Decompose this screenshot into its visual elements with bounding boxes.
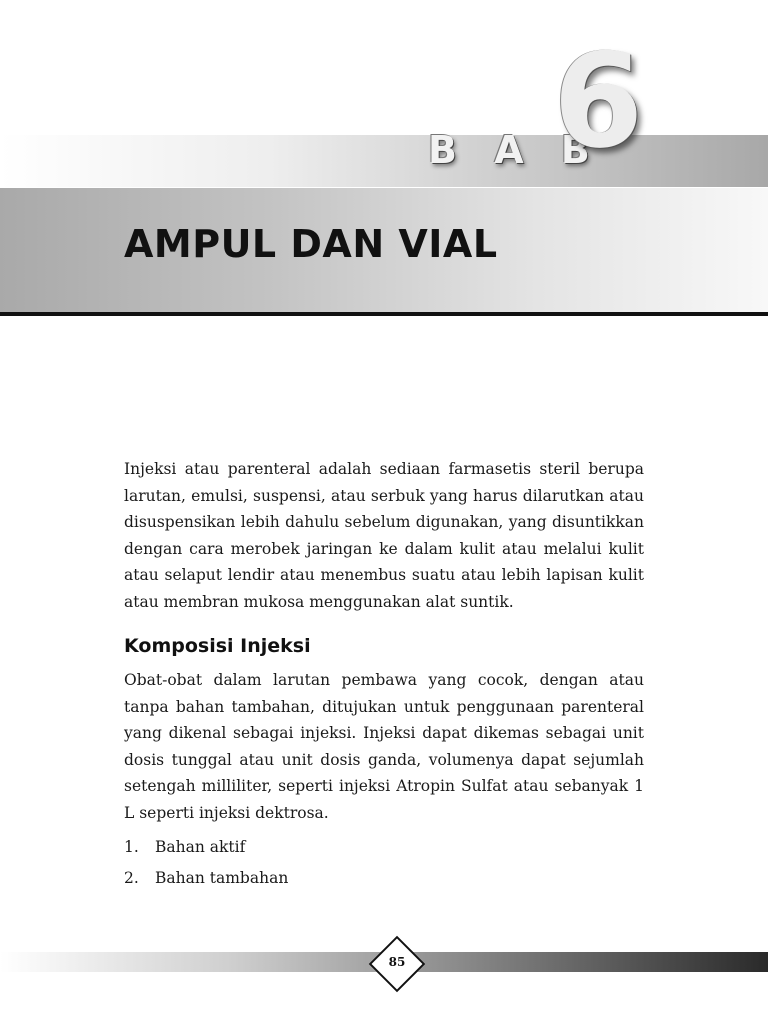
chapter-number: 6 bbox=[553, 25, 644, 177]
section-heading: Komposisi Injeksi bbox=[124, 635, 311, 657]
composition-list bbox=[124, 834, 644, 891]
list-item-number: 1. bbox=[124, 838, 139, 856]
list-item-number: 2. bbox=[124, 868, 139, 887]
list-item-text: Bahan tambahan bbox=[155, 868, 289, 887]
list-item-text: Bahan aktif bbox=[155, 838, 246, 856]
page-body bbox=[124, 456, 644, 895]
intro-paragraph: Injeksi atau parenteral adalah sediaan farmasetis steril berupa larutan, emulsi, suspensi, atau serbuk yang harus dilarutkan atau disuspensikan lebih dahulu sebelum digunakan, yang disuntikkan dengan cara merobek jaringan ke dalam kulit atau melalui kulit atau selaput lendir atau menembus suatu atau lebih lapisan kulit atau membran mukosa menggunakan alat suntik. bbox=[124, 460, 644, 611]
list-item bbox=[124, 834, 644, 861]
chapter-header-band-top bbox=[0, 135, 768, 187]
chapter-label: B A B bbox=[428, 128, 602, 172]
list-item bbox=[124, 865, 644, 892]
chapter-title: AMPUL DAN VIAL bbox=[124, 222, 498, 266]
page-number: 85 bbox=[388, 955, 406, 969]
section-paragraph: Obat-obat dalam larutan pembawa yang cocok, dengan atau tanpa bahan tambahan, ditujukan untuk penggunaan parenteral yang dikenal sebagai injeksi. Injeksi dapat dikemas sebagai unit dosis tunggal atau unit dosis ganda, volumenya dapat sejumlah setengah milliliter, seperti injeksi Atropin Sulfat atau sebanyak 1 L seperti injeksi dektrosa. bbox=[124, 671, 644, 822]
